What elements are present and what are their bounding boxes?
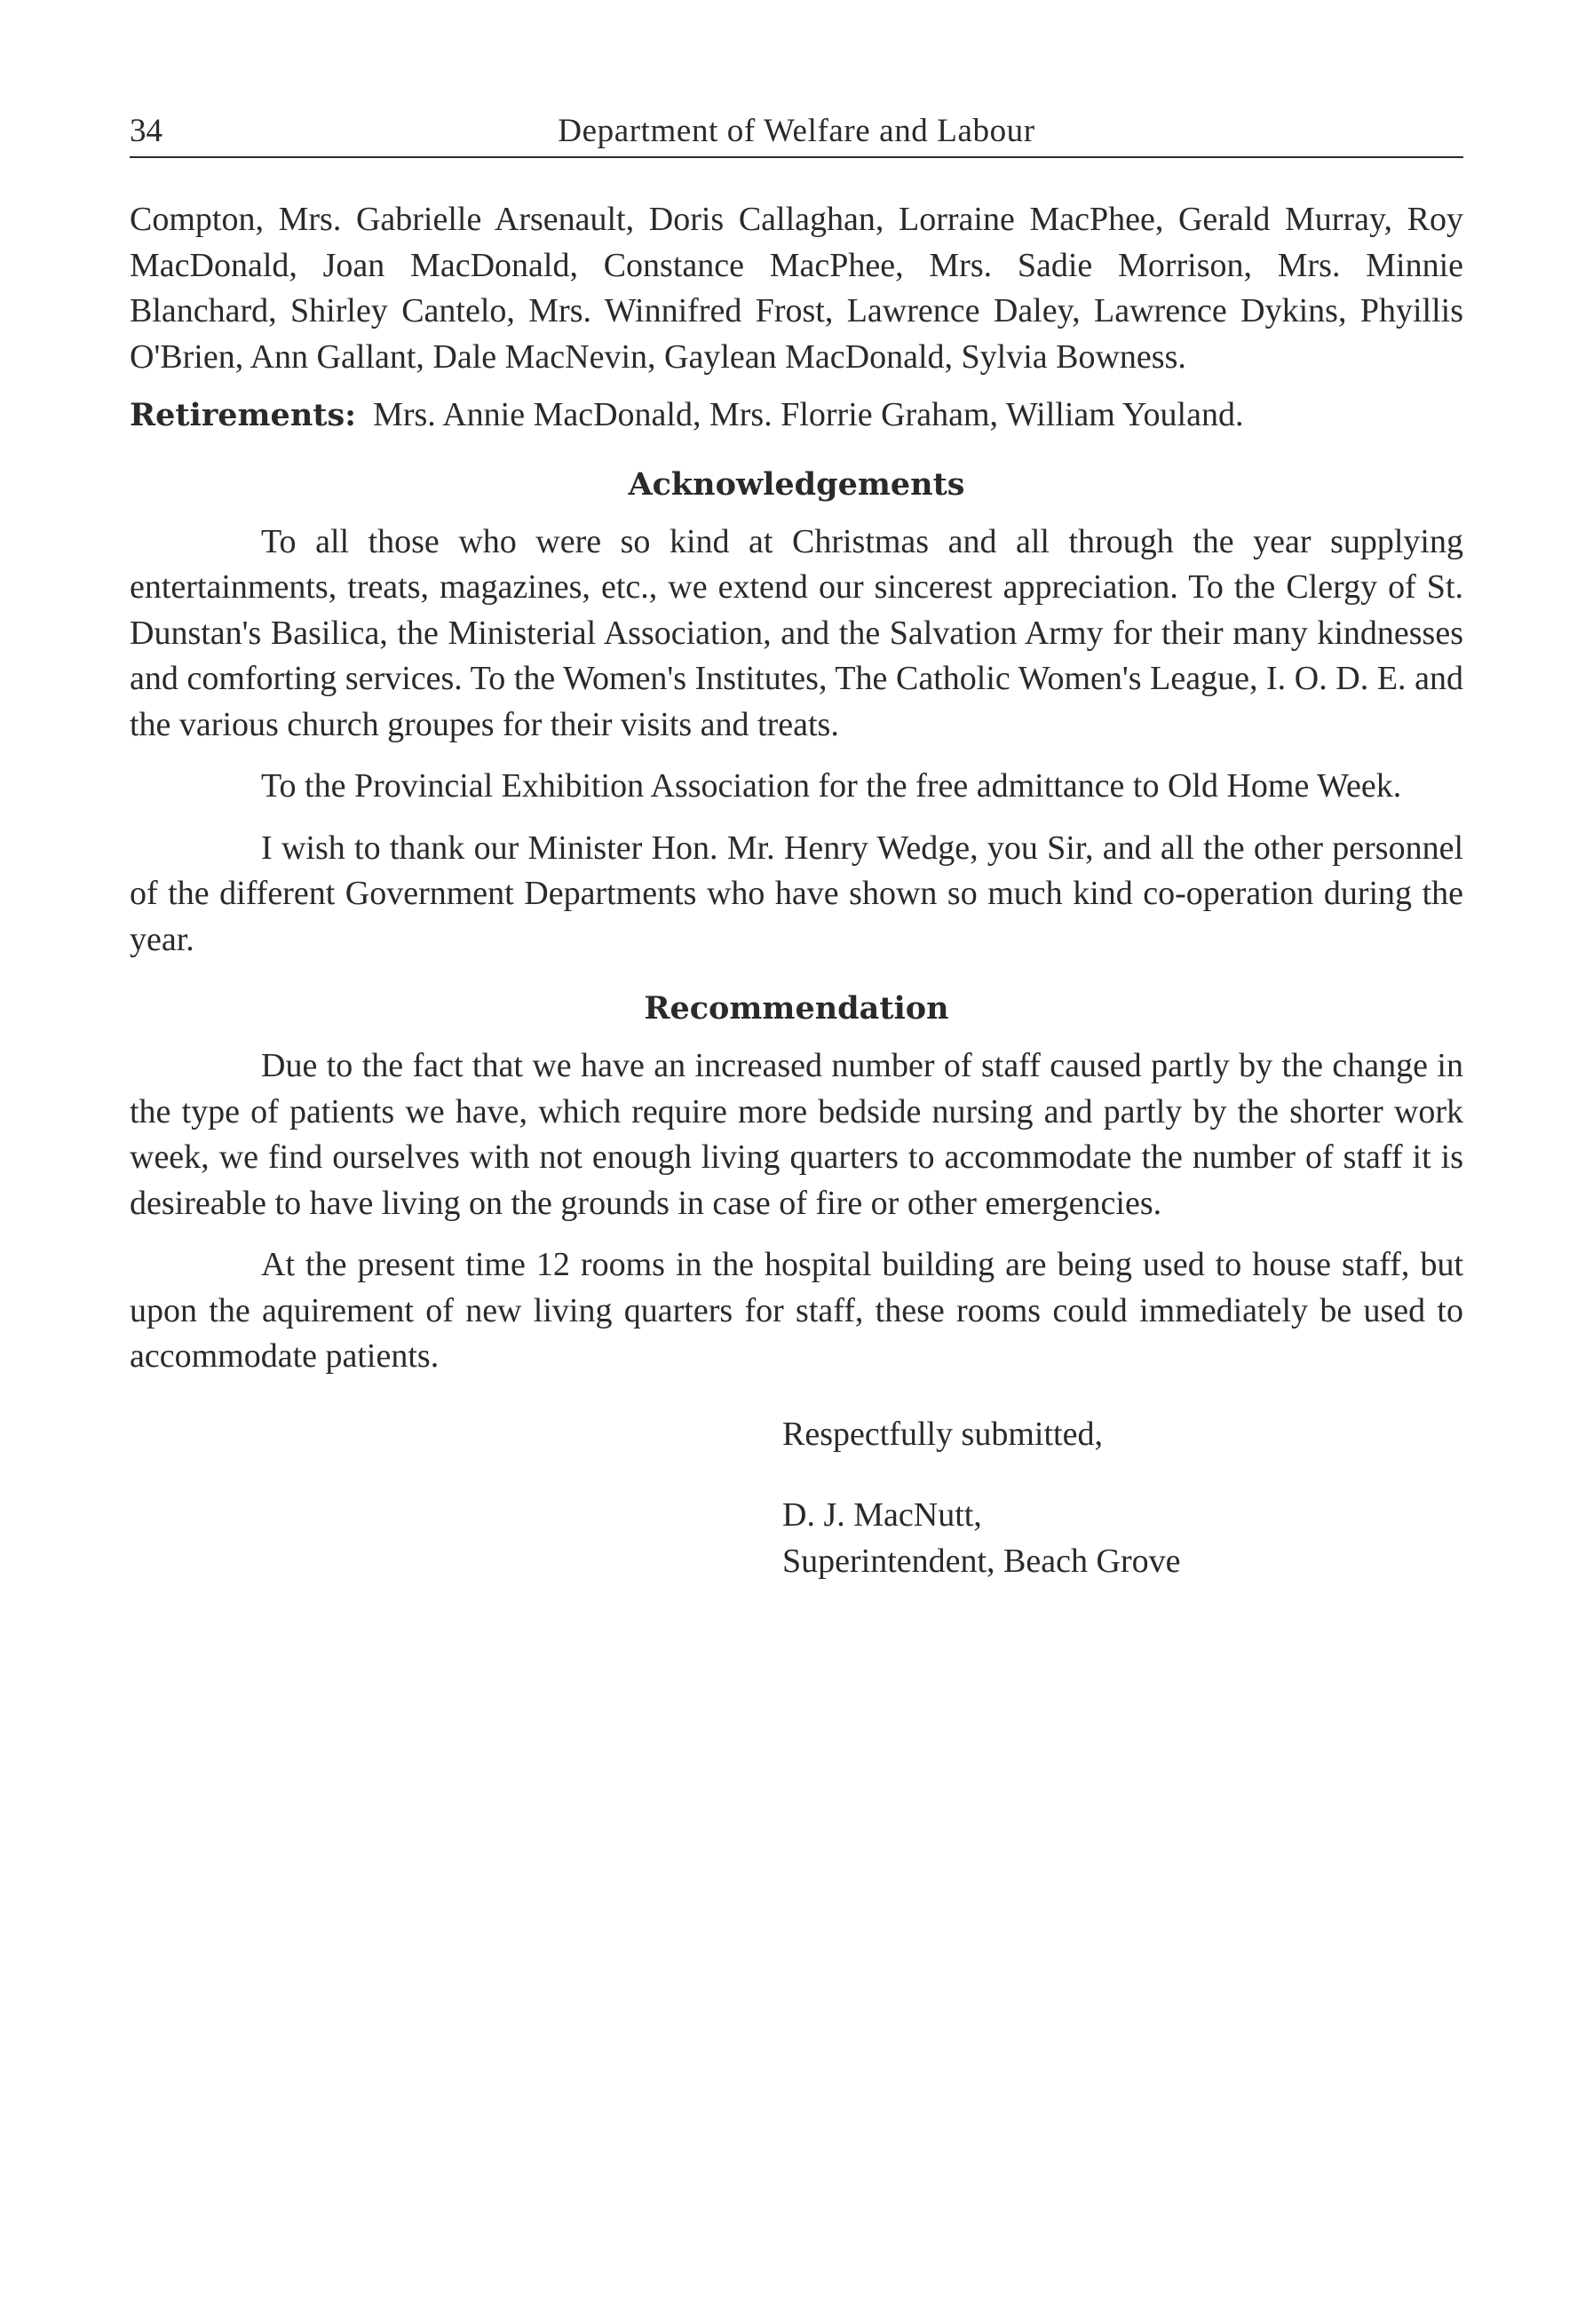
running-title: Department of Welfare and Labour xyxy=(558,113,1035,149)
page-number: 34 xyxy=(130,113,162,149)
recommendation-paragraph-1: Due to the fact that we have an increased number of staff caused partly by the change in the type of patients we have, which require more bedside nursing and partly by the shorter work week, we find ourselves with not enough living quarters to accommodate the number of staff it is desireable to have living on the grounds in case of fire or other emergencies. xyxy=(130,1047,1463,1222)
page-header xyxy=(130,112,1463,162)
signature-closing: Respectfully submitted, xyxy=(782,1415,1103,1453)
acknowledgements-paragraph-1: To all those who were so kind at Christmas and all through the year supplying entertainments, treats, magazines, etc., we extend our sincerest appreciation. To the Clergy of St. Dunstan's Basilica, the Ministerial Association, and the Salvation Army for their many kindnesses and comforting services. To the Women's Institutes, The Catholic Women's League, I. O. D. E. and the various church groupes for their visits and treats. xyxy=(130,522,1463,743)
signature-block xyxy=(782,1412,1463,1585)
recommendation-heading: Recommendation xyxy=(644,990,949,1027)
acknowledgements-paragraph-2: To the Provincial Exhibition Association for the free admittance to Old Home Week. xyxy=(261,767,1402,805)
retirements-text: Mrs. Annie MacDonald, Mrs. Florrie Graham, William Youland. xyxy=(373,396,1244,433)
staff-list-continued: Compton, Mrs. Gabrielle Arsenault, Doris Callaghan, Lorraine MacPhee, Gerald Murray, Roy MacDonald, Joan MacDonald, Constance MacPhee, Mrs. Sadie Morrison, Mrs. Minnie Blanchard, Shirley Cantelo, Mrs. Winnifred Frost, Lawrence Daley, Lawrence Dykins, Phyillis O'Brien, Ann Gallant, Dale MacNevin, Gaylean MacDonald, Sylvia Bowness. xyxy=(130,201,1463,376)
acknowledgements-heading: Acknowledgements xyxy=(628,465,965,503)
acknowledgements-paragraph-3: I wish to thank our Minister Hon. Mr. Henry Wedge, you Sir, and all the other personnel of the different Government Departments who have shown so much kind co-operation during the year. xyxy=(130,829,1463,958)
signature-title: Superintendent, Beach Grove xyxy=(782,1542,1181,1580)
signature-name: D. J. MacNutt, xyxy=(782,1496,982,1534)
header-rule xyxy=(130,156,1463,158)
recommendation-paragraph-2: At the present time 12 rooms in the hospital building are being used to house staff, but upon the aquirement of new living quarters for staff, these rooms could immediately be used to accommodate patients. xyxy=(130,1246,1463,1375)
page-body xyxy=(130,197,1463,1584)
retirements-paragraph xyxy=(130,393,1463,439)
retirements-label: Retirements: xyxy=(130,397,357,433)
